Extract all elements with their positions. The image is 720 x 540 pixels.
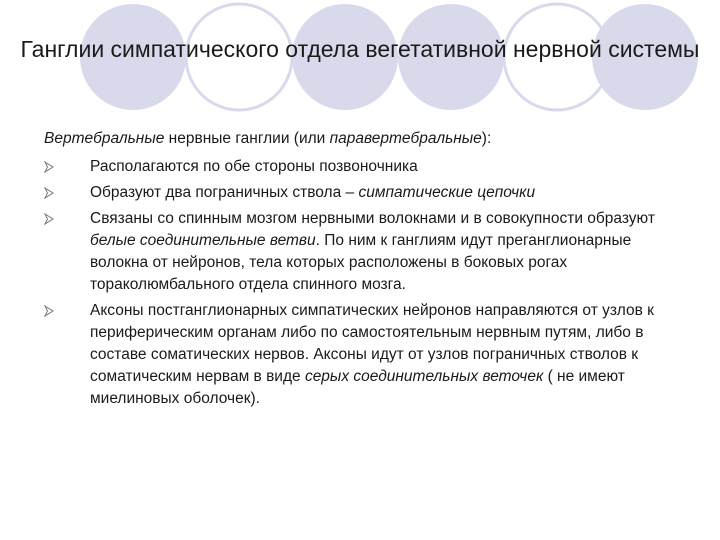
arrow-bullet-icon: [44, 182, 56, 204]
intro-middle: нервные ганглии (или: [164, 130, 330, 147]
bullet-item: [44, 156, 684, 178]
intro-term: Вертебральные: [44, 130, 165, 147]
decorative-circles: [0, 0, 720, 130]
bullet-text: Располагаются по обе стороны позвоночника: [90, 158, 418, 175]
bullet-item: [44, 208, 684, 296]
arrow-bullet-icon: [44, 300, 56, 322]
bullet-text-after: ( не имеют миелиновых оболочек).: [90, 368, 625, 407]
arrow-bullet-icon: [44, 208, 56, 230]
bullet-item: [44, 300, 684, 410]
bullet-italic: серых соединительных веточек: [304, 368, 544, 385]
intro-alt-term: паравертебральные: [329, 130, 482, 147]
intro-end: ):: [481, 130, 492, 147]
bullet-list: [44, 156, 684, 410]
slide-title: Ганглии симпатического отдела вегетативной нервной системы: [20, 36, 700, 62]
bullet-text: Аксоны постганглионарных симпатических нейронов направляются от узлов к периферическим органам либо по самостоятельным нервным путям, либо в составе соматических нервов. Аксоны идут от узлов пограничных стволов к соматическим нервам в виде: [90, 302, 654, 385]
bullet-text: Связаны со спинным мозгом нервными волокнами и в совокупности образуют: [90, 210, 655, 227]
bullet-text-after: . По ним к ганглиям идут преганглионарные волокна от нейронов, тела которых расположены в боковых рогах тораколюмбального отдела спинного мозга.: [90, 232, 632, 293]
bullet-italic: симпатические цепочки: [358, 184, 536, 201]
intro-line: [44, 128, 684, 150]
arrow-bullet-icon: [44, 156, 56, 178]
slide-content: [44, 128, 684, 414]
bullet-text: Образуют два пограничных ствола –: [90, 184, 359, 201]
bullet-italic: белые соединительные ветви: [90, 232, 316, 249]
bullet-item: [44, 182, 684, 204]
